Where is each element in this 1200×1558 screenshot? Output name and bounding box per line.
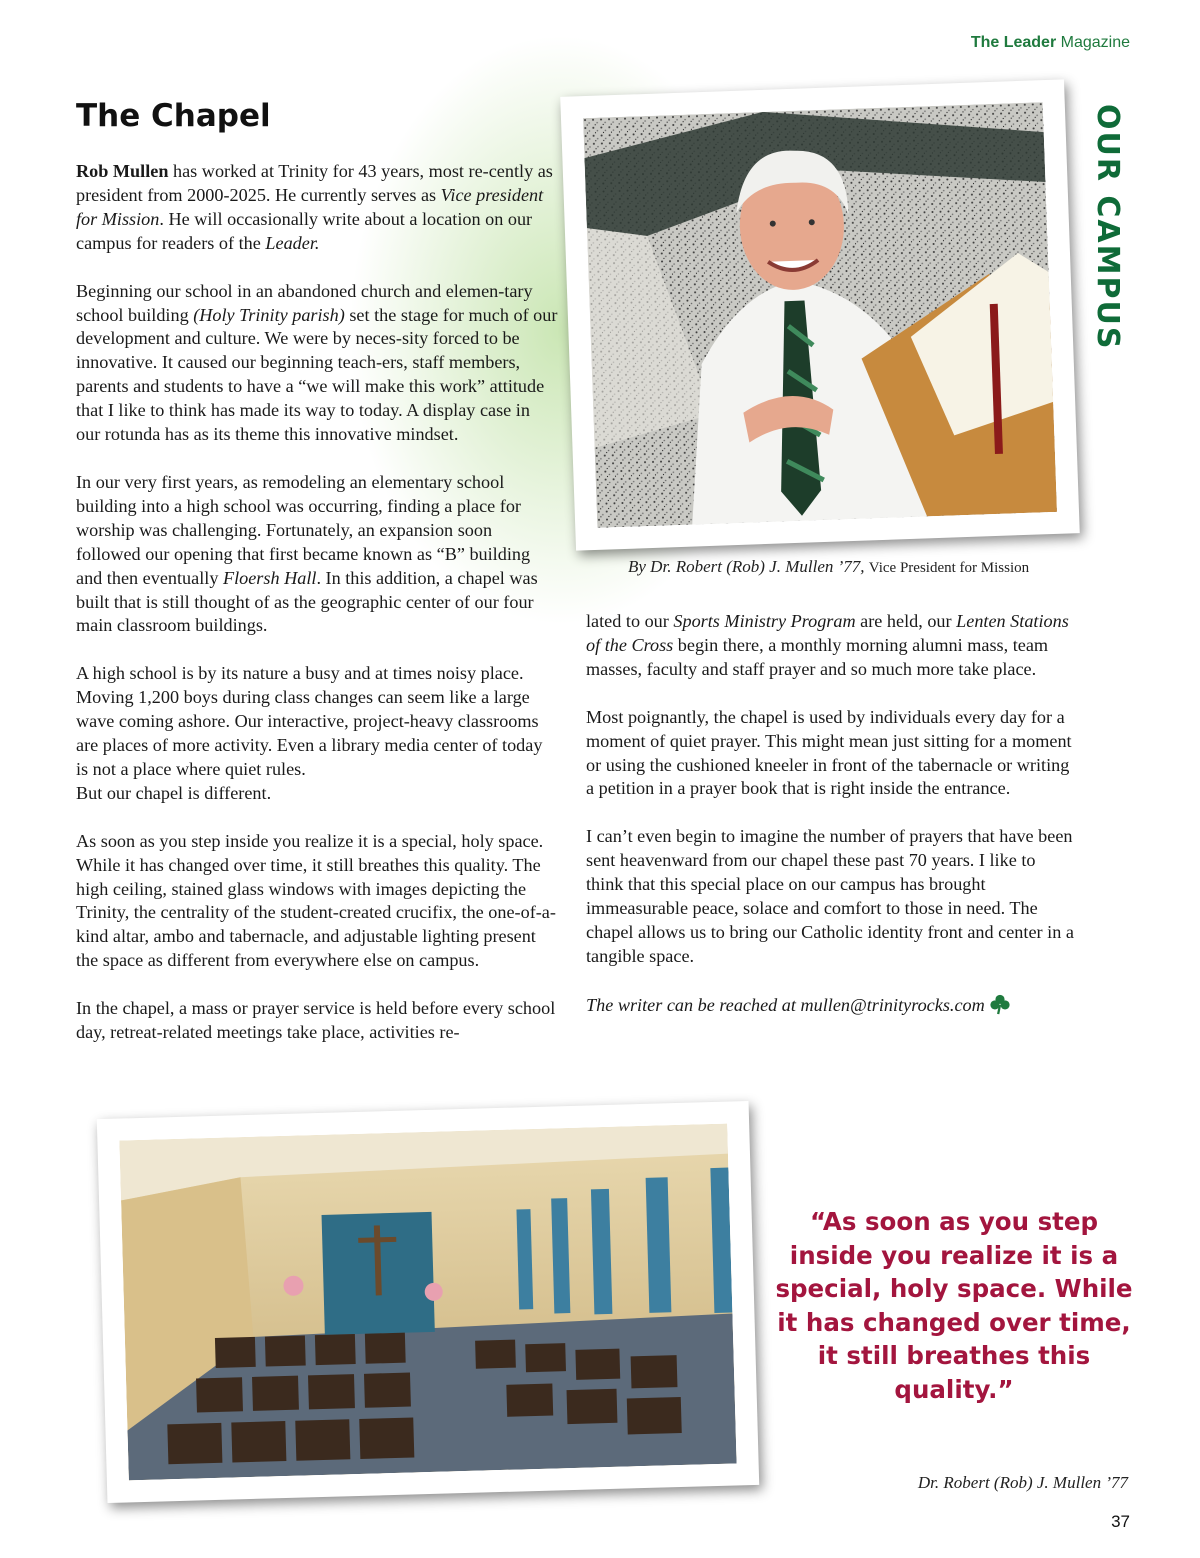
paragraph-text: But our chapel is different. (76, 782, 272, 803)
article-title: The Chapel (76, 98, 271, 134)
article-column-right (586, 610, 1076, 1042)
paragraph-text: In our very first years, as remodeling an elementary school building into a high school was occurring, finding a place for worship was challenging. Fortunately, an expansion soon followed our opening that first became known as “B” building and then eventually (76, 471, 531, 588)
article-paragraph: Most poignantly, the chapel is used by individuals every day for a moment of quiet prayer. This might mean just sitting for a moment or using the cushioned kneeler in front of the tabernacle or writing a petition in a prayer book that is right inside the entrance. (586, 706, 1072, 799)
intro-role: Vice president for Mission (76, 184, 544, 229)
article-paragraph: As soon as you step inside you realize it is a special, holy space. While it has changed over time, it still breathes this quality. The high ceiling, stained glass windows with images depicting the Trinity, the centrality of the student-created crucifix, the one-of-a-kind altar, ambo and tabernacle, and adjustable lighting present the space as different from everywhere else on campus. (76, 830, 556, 971)
paragraph-text: . In this addition, a chapel was built that is still thought of as the geographic center of our four main classroom buildings. (76, 567, 538, 636)
pull-quote-attribution: Dr. Robert (Rob) J. Mullen ’77 (917, 1473, 1128, 1492)
article-paragraph: I can’t even begin to imagine the number of prayers that have been sent heavenward from our chapel these past 70 years. I like to think that this special place on our campus has brought immeasurable peace, solace and comfort to those in need. The chapel allows us to bring our Catholic identity front and center in a tangible space. (586, 826, 1074, 966)
shamrock-icon (989, 993, 1011, 1015)
intro-text-2: . He will occasionally write about a location on our campus for readers of the (76, 208, 533, 253)
magazine-brand: The Leader (970, 34, 1057, 51)
intro-publication: Leader. (265, 232, 320, 253)
article-intro (76, 160, 558, 256)
portrait-illustration (583, 102, 1057, 528)
photo-caption (628, 557, 1029, 577)
article-paragraph (76, 662, 558, 805)
paragraph-emphasis: (Holy Trinity parish) (193, 304, 345, 325)
magazine-header (971, 34, 1130, 52)
paragraph-emphasis: Sports Ministry Program (673, 611, 856, 631)
chapel-illustration (119, 1124, 736, 1481)
paragraph-emphasis: Lenten Stations of the Cross (586, 611, 1069, 655)
article-paragraph (586, 610, 1076, 682)
paragraph-text: set the stage for much of our development and culture. We were by neces-sity forced to be innovative. It caused our beginning teach-ers, staff members, parents and students to have a “we will make this work” attitude that I like to think has made its way to today. A display case in our rotunda has as its theme this innovative mindset. (76, 304, 558, 445)
article-paragraph (76, 471, 558, 638)
article-paragraph: In the chapel, a mass or prayer service is held before every school day, retreat-related meetings take place, activities re- (76, 998, 556, 1043)
chapel-image (119, 1124, 736, 1481)
caption-role: Vice President for Mission (868, 560, 1030, 576)
chapel-photo (97, 1101, 759, 1503)
intro-text: has worked at Trinity for 43 years, most re-cently as president from 2000-2025. He currently serves as (76, 161, 553, 205)
article-column-left (76, 160, 558, 1069)
paragraph-emphasis: Floersh Hall (222, 567, 317, 588)
section-label: OUR CAMPUS (1090, 104, 1125, 351)
paragraph-text: are held, our (855, 611, 957, 631)
article-paragraph (76, 280, 558, 447)
portrait-photo (560, 79, 1080, 550)
paragraph-text: lated to our (586, 611, 674, 631)
paragraph-text: A high school is by its nature a busy and at times noisy place. Moving 1,200 boys during class changes can seem like a large wave coming ashore. Our interactive, project-heavy classrooms are places of more activity. Even a library media center of today is not a place where quiet rules. (76, 663, 543, 779)
paragraph-text: Beginning our school in an abandoned church and elemen-tary school building (76, 280, 533, 325)
writer-contact (586, 993, 1076, 1018)
pull-quote: “As soon as you step inside you realize it is a special, holy space. While it has changed over time, it still breathes this quality.” (775, 1207, 1133, 1404)
magazine-brand-suffix: Magazine (1056, 34, 1130, 51)
paragraph-text: begin there, a monthly morning alumni mass, team masses, faculty and staff prayer and so much more take place. (586, 634, 1049, 679)
page-number: 37 (1111, 1512, 1130, 1531)
portrait-image (583, 102, 1057, 528)
author-name: Rob Mullen (76, 161, 169, 181)
caption-byline: By Dr. Robert (Rob) J. Mullen ’77, (628, 557, 869, 576)
contact-text: The writer can be reached at mullen@trinityrocks.com (586, 994, 985, 1015)
